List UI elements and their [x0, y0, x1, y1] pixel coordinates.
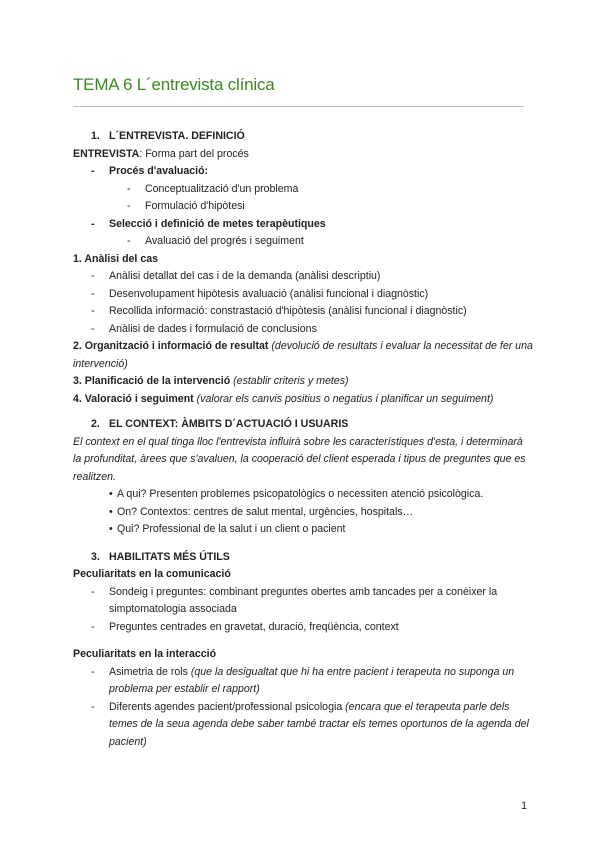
list-item: - Recollida informació: constrastació d'hipòtesis (anàlisi funcional i diagnòstic): [91, 305, 467, 317]
document-body: [73, 128, 533, 751]
list-item: - Sondeig i preguntes: combinant preguntes obertes amb tancades per a conèixer la simptomatologia associada: [91, 585, 498, 615]
selection-heading: - Selecció i definició de metes terapèutiques: [91, 217, 326, 230]
context-paragraph: El context en el qual tinga lloc l'entrevista influirà sobre les característiques d'esta, i determinarà la profunditat, àrees que s'avaluen, la cooperació del client esperada i tipus de preguntes que es realitzen.: [73, 435, 526, 483]
list-item: - Desenvolupament hipòtesis avaluació (anàlisi funcional i diagnòstic): [91, 287, 429, 300]
page-title: TEMA 6 L´entrevista clínica: [73, 75, 275, 94]
list-item: - Anàlisi de dades i formulació de conclusions: [91, 322, 317, 335]
planning-item: 3. Planificació de la intervenció (establir criteris y metes): [73, 375, 349, 387]
communication-heading: Peculiaritats en la comunicació: [73, 568, 231, 580]
section-3-heading: 3. HABILITATS MÉS ÚTILS: [91, 550, 230, 563]
page-number: 1: [521, 800, 527, 812]
list-item: - Diferents agendes pacient/professional psicologia (encara que el terapeuta parle dels temes de la seua agenda debe saber també tractar els temes oportunos de la agenda del pacient): [91, 700, 529, 748]
list-item: • A qui? Presenten problemes psicopatològics o necessiten atenció psicològica.: [109, 488, 484, 500]
process-evaluation-heading: - Procés d'avaluació:: [91, 165, 209, 177]
valuation-item: 4. Valoració i seguiment (valorar els canvis positius o negatius i planificar un seguiment): [73, 392, 494, 405]
list-item: - Formulació d'hipòtesi: [127, 200, 245, 212]
interaction-heading: Peculiaritats en la interacció: [73, 648, 217, 660]
title-divider: [73, 106, 524, 107]
list-item: • Qui? Professional de la salut i un client o pacient: [109, 523, 346, 535]
section-1-heading: 1. L´ENTREVISTA. DEFINICIÓ: [91, 130, 245, 142]
list-item: • On? Contextos: centres de salut mental, urgències, hospitals…: [109, 505, 414, 518]
list-item: - Avaluació del progrés i seguiment: [127, 235, 304, 247]
list-item: - Anàlisi detallat del cas i de la demanda (anàlisi descriptiu): [91, 270, 381, 282]
list-item: - Conceptualització d'un problema: [127, 182, 299, 195]
definition-line: ENTREVISTA: Forma part del procés: [73, 147, 249, 160]
section-2-heading: 2. EL CONTEXT: ÀMBITS D´ACTUACIÓ I USUARIS: [91, 418, 349, 430]
case-analysis-heading: 1. Anàlisi del cas: [73, 252, 158, 265]
organization-item: 2. Organització i informació de resultat (devolució de resultats i evaluar la necessitat de fer una intervenció): [73, 340, 533, 370]
list-item: - Preguntes centrades en gravetat, duració, freqüència, context: [91, 620, 399, 633]
list-item: - Asimetria de rols (que la desigualtat que hi ha entre pacient i terapeuta no suponga un problema per establir el rapport): [91, 665, 515, 695]
